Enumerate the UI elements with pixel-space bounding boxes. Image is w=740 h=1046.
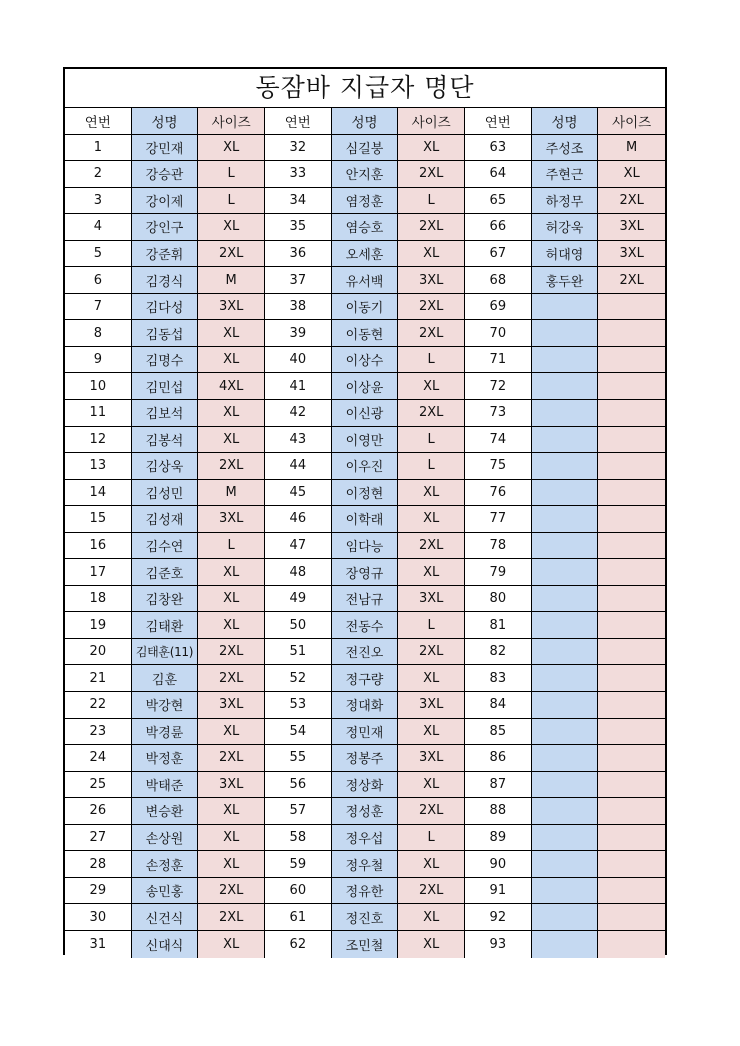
name-cell [532,373,599,400]
name-cell: 조민철 [332,931,399,958]
name-cell [532,931,599,958]
seq-cell: 78 [465,533,532,560]
seq-cell: 25 [65,772,132,799]
seq-cell: 11 [65,400,132,427]
name-cell: 정성훈 [332,798,399,825]
roster-table [65,108,665,958]
size-cell: 3XL [198,772,265,799]
name-cell [532,878,599,905]
name-cell: 주성조 [532,135,599,162]
seq-cell: 18 [65,586,132,613]
size-cell: 3XL [198,294,265,321]
size-cell: XL [198,320,265,347]
seq-cell: 71 [465,347,532,374]
size-cell [598,665,665,692]
seq-cell: 32 [265,135,332,162]
seq-cell: 53 [265,692,332,719]
seq-cell: 74 [465,427,532,454]
size-cell [598,586,665,613]
size-cell: XL [198,931,265,958]
size-cell: XL [398,241,465,268]
name-cell: 김명수 [132,347,199,374]
size-cell: 3XL [198,692,265,719]
seq-cell: 8 [65,320,132,347]
size-cell: XL [398,665,465,692]
seq-cell: 62 [265,931,332,958]
name-cell [532,347,599,374]
roster-sheet [63,67,667,955]
seq-cell: 38 [265,294,332,321]
name-cell [532,480,599,507]
name-cell: 이신광 [332,400,399,427]
name-cell [532,772,599,799]
name-cell: 전남규 [332,586,399,613]
seq-cell: 61 [265,904,332,931]
size-cell: XL [198,135,265,162]
size-cell: XL [398,851,465,878]
name-cell: 이정현 [332,480,399,507]
name-cell: 김성민 [132,480,199,507]
seq-cell: 17 [65,559,132,586]
seq-cell: 70 [465,320,532,347]
name-cell: 손정훈 [132,851,199,878]
name-cell: 송민홍 [132,878,199,905]
seq-cell: 21 [65,665,132,692]
seq-cell: 39 [265,320,332,347]
name-cell: 김성재 [132,506,199,533]
name-cell: 김태훈(11) [132,639,199,666]
seq-cell: 48 [265,559,332,586]
size-cell [598,559,665,586]
seq-cell: 22 [65,692,132,719]
size-cell: 2XL [198,745,265,772]
seq-cell: 73 [465,400,532,427]
size-cell: L [198,161,265,188]
seq-cell: 88 [465,798,532,825]
name-cell: 신대식 [132,931,199,958]
size-cell: L [198,188,265,215]
size-cell: L [398,612,465,639]
size-cell: L [398,427,465,454]
size-cell [598,320,665,347]
name-cell: 강인구 [132,214,199,241]
size-cell: 3XL [598,214,665,241]
seq-cell: 29 [65,878,132,905]
size-cell: XL [598,161,665,188]
name-cell: 김태환 [132,612,199,639]
name-cell: 이우진 [332,453,399,480]
name-cell [532,427,599,454]
size-cell [598,639,665,666]
size-cell [598,851,665,878]
size-cell [598,480,665,507]
name-cell: 홍두완 [532,267,599,294]
seq-cell: 89 [465,825,532,852]
seq-cell: 28 [65,851,132,878]
size-cell: XL [198,612,265,639]
size-cell: 2XL [398,161,465,188]
name-cell: 강승관 [132,161,199,188]
name-cell: 심길붕 [332,135,399,162]
name-cell: 박경륜 [132,719,199,746]
size-cell: 2XL [198,453,265,480]
name-cell: 정진호 [332,904,399,931]
seq-cell: 1 [65,135,132,162]
size-cell: 4XL [198,373,265,400]
name-cell: 이영만 [332,427,399,454]
name-cell: 오세훈 [332,241,399,268]
seq-header: 연번 [265,108,332,135]
size-cell: 2XL [398,294,465,321]
seq-cell: 57 [265,798,332,825]
size-cell [598,400,665,427]
name-cell: 안지훈 [332,161,399,188]
name-cell: 장영규 [332,559,399,586]
size-cell: 2XL [398,400,465,427]
name-cell: 김동섭 [132,320,199,347]
seq-cell: 86 [465,745,532,772]
seq-cell: 68 [465,267,532,294]
size-cell: XL [398,931,465,958]
size-cell: 2XL [598,267,665,294]
name-cell: 정민재 [332,719,399,746]
seq-cell: 30 [65,904,132,931]
size-cell [598,533,665,560]
seq-cell: 43 [265,427,332,454]
size-cell: XL [398,719,465,746]
size-cell: L [398,825,465,852]
seq-cell: 2 [65,161,132,188]
size-cell: XL [198,214,265,241]
size-cell: 2XL [198,639,265,666]
name-cell: 이상윤 [332,373,399,400]
seq-cell: 3 [65,188,132,215]
seq-header: 연번 [65,108,132,135]
seq-cell: 31 [65,931,132,958]
seq-cell: 66 [465,214,532,241]
name-header: 성명 [132,108,199,135]
seq-cell: 16 [65,533,132,560]
size-cell: XL [198,586,265,613]
name-cell: 김봉석 [132,427,199,454]
seq-cell: 72 [465,373,532,400]
seq-cell: 54 [265,719,332,746]
size-cell: XL [398,373,465,400]
seq-cell: 85 [465,719,532,746]
seq-cell: 9 [65,347,132,374]
seq-cell: 46 [265,506,332,533]
name-cell: 손상원 [132,825,199,852]
name-cell: 박강현 [132,692,199,719]
seq-cell: 5 [65,241,132,268]
seq-cell: 27 [65,825,132,852]
name-cell: 강준휘 [132,241,199,268]
seq-cell: 93 [465,931,532,958]
name-cell: 정대화 [332,692,399,719]
size-cell [598,931,665,958]
size-cell: 2XL [398,878,465,905]
name-cell: 박정훈 [132,745,199,772]
name-cell: 주현근 [532,161,599,188]
name-cell: 정유한 [332,878,399,905]
size-cell: 2XL [198,665,265,692]
size-header: 사이즈 [598,108,665,135]
seq-cell: 51 [265,639,332,666]
name-cell: 강이제 [132,188,199,215]
seq-cell: 84 [465,692,532,719]
name-cell: 염정훈 [332,188,399,215]
name-cell [532,692,599,719]
size-cell: M [198,267,265,294]
size-cell: XL [398,559,465,586]
seq-cell: 58 [265,825,332,852]
size-cell: 2XL [198,241,265,268]
name-cell [532,904,599,931]
size-cell [598,692,665,719]
name-cell: 박태준 [132,772,199,799]
seq-cell: 13 [65,453,132,480]
seq-cell: 14 [65,480,132,507]
seq-cell: 60 [265,878,332,905]
size-cell [598,506,665,533]
seq-cell: 77 [465,506,532,533]
seq-cell: 7 [65,294,132,321]
name-cell: 허강욱 [532,214,599,241]
size-header: 사이즈 [398,108,465,135]
name-header: 성명 [332,108,399,135]
name-cell: 정우섭 [332,825,399,852]
name-cell: 김훈 [132,665,199,692]
name-cell: 염승호 [332,214,399,241]
name-cell: 정상화 [332,772,399,799]
name-cell [532,825,599,852]
seq-cell: 26 [65,798,132,825]
seq-cell: 37 [265,267,332,294]
seq-cell: 34 [265,188,332,215]
page-title: 동잠바 지급자 명단 [65,69,665,108]
name-cell [532,639,599,666]
name-cell: 김창완 [132,586,199,613]
name-cell: 김준호 [132,559,199,586]
seq-cell: 33 [265,161,332,188]
size-cell [598,825,665,852]
name-cell: 김경식 [132,267,199,294]
name-cell [532,400,599,427]
seq-cell: 90 [465,851,532,878]
seq-cell: 44 [265,453,332,480]
seq-cell: 47 [265,533,332,560]
name-cell: 전진오 [332,639,399,666]
seq-cell: 41 [265,373,332,400]
name-cell [532,798,599,825]
size-cell: XL [398,480,465,507]
size-cell: L [398,347,465,374]
name-cell [532,453,599,480]
name-cell: 이학래 [332,506,399,533]
name-cell: 유서백 [332,267,399,294]
size-cell: 2XL [398,798,465,825]
seq-cell: 75 [465,453,532,480]
seq-cell: 10 [65,373,132,400]
name-cell [532,745,599,772]
seq-cell: 92 [465,904,532,931]
size-cell [598,453,665,480]
seq-cell: 36 [265,241,332,268]
name-cell [532,719,599,746]
seq-cell: 80 [465,586,532,613]
seq-cell: 64 [465,161,532,188]
size-cell: XL [198,400,265,427]
name-cell: 정구량 [332,665,399,692]
size-cell: 3XL [398,586,465,613]
size-cell [598,373,665,400]
size-cell: XL [198,825,265,852]
seq-cell: 40 [265,347,332,374]
size-cell: XL [198,719,265,746]
seq-cell: 4 [65,214,132,241]
size-cell: L [198,533,265,560]
name-cell [532,533,599,560]
name-cell [532,506,599,533]
size-cell: 2XL [198,904,265,931]
size-cell: XL [198,851,265,878]
name-cell: 정우철 [332,851,399,878]
size-cell: 3XL [398,745,465,772]
name-cell [532,294,599,321]
size-cell [598,427,665,454]
size-cell: XL [398,772,465,799]
name-cell: 정봉주 [332,745,399,772]
seq-cell: 42 [265,400,332,427]
seq-cell: 55 [265,745,332,772]
size-cell [598,612,665,639]
size-cell: 2XL [198,878,265,905]
seq-cell: 35 [265,214,332,241]
seq-cell: 67 [465,241,532,268]
name-cell: 이동기 [332,294,399,321]
size-cell: XL [198,798,265,825]
size-cell: L [398,453,465,480]
seq-cell: 6 [65,267,132,294]
name-cell [532,612,599,639]
seq-header: 연번 [465,108,532,135]
size-cell [598,347,665,374]
seq-cell: 82 [465,639,532,666]
seq-cell: 59 [265,851,332,878]
seq-cell: 76 [465,480,532,507]
size-cell: XL [398,506,465,533]
size-cell: 3XL [198,506,265,533]
name-cell [532,559,599,586]
size-cell: 2XL [398,639,465,666]
seq-cell: 12 [65,427,132,454]
name-cell: 이상수 [332,347,399,374]
seq-cell: 63 [465,135,532,162]
seq-cell: 23 [65,719,132,746]
size-cell: 3XL [398,692,465,719]
seq-cell: 79 [465,559,532,586]
size-cell [598,745,665,772]
size-cell: M [198,480,265,507]
seq-cell: 91 [465,878,532,905]
name-cell: 변승환 [132,798,199,825]
name-cell: 김보석 [132,400,199,427]
size-cell: 2XL [598,188,665,215]
seq-cell: 50 [265,612,332,639]
seq-cell: 52 [265,665,332,692]
name-cell: 이동현 [332,320,399,347]
size-cell [598,719,665,746]
name-cell [532,851,599,878]
name-cell: 강민재 [132,135,199,162]
name-cell [532,665,599,692]
size-cell: M [598,135,665,162]
name-cell [532,320,599,347]
size-cell: 2XL [398,214,465,241]
size-cell [598,772,665,799]
name-cell: 김다성 [132,294,199,321]
size-cell: XL [198,347,265,374]
size-cell: 3XL [398,267,465,294]
name-cell: 김민섭 [132,373,199,400]
seq-cell: 15 [65,506,132,533]
name-cell [532,586,599,613]
seq-cell: 81 [465,612,532,639]
seq-cell: 24 [65,745,132,772]
seq-cell: 49 [265,586,332,613]
size-cell [598,294,665,321]
name-cell: 허대영 [532,241,599,268]
seq-cell: 87 [465,772,532,799]
seq-cell: 65 [465,188,532,215]
size-cell: XL [198,427,265,454]
size-cell: 2XL [398,320,465,347]
seq-cell: 56 [265,772,332,799]
name-cell: 신건식 [132,904,199,931]
size-cell [598,798,665,825]
size-cell: XL [198,559,265,586]
name-cell: 전동수 [332,612,399,639]
seq-cell: 19 [65,612,132,639]
seq-cell: 83 [465,665,532,692]
name-header: 성명 [532,108,599,135]
name-cell: 김상욱 [132,453,199,480]
size-cell: XL [398,904,465,931]
size-cell: 2XL [398,533,465,560]
size-cell: XL [398,135,465,162]
name-cell: 임다능 [332,533,399,560]
size-header: 사이즈 [198,108,265,135]
name-cell: 김수연 [132,533,199,560]
seq-cell: 69 [465,294,532,321]
seq-cell: 20 [65,639,132,666]
size-cell [598,904,665,931]
size-cell [598,878,665,905]
size-cell: 3XL [598,241,665,268]
size-cell: L [398,188,465,215]
seq-cell: 45 [265,480,332,507]
name-cell: 하정무 [532,188,599,215]
